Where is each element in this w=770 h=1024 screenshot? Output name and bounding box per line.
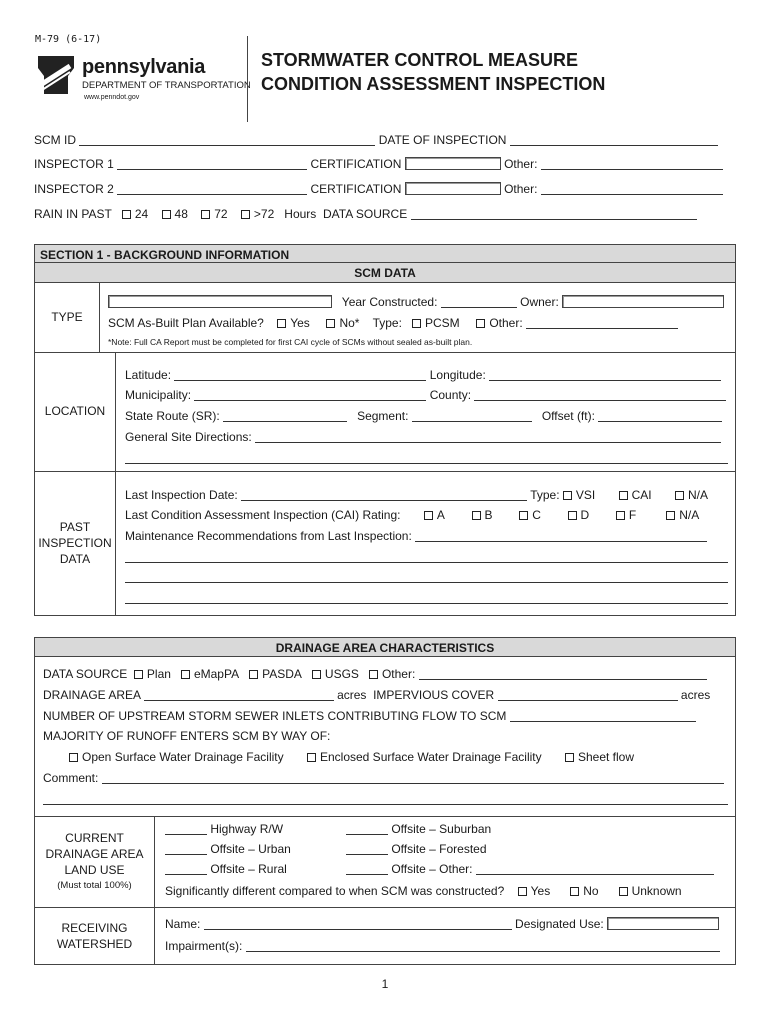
different-yes-label: Yes: [530, 884, 551, 898]
maint-line2[interactable]: [125, 562, 728, 563]
suburban-label: Offsite – Suburban: [391, 822, 492, 836]
source-plan-checkbox[interactable]: [134, 670, 143, 679]
watershed-name-input[interactable]: [204, 917, 512, 930]
past-label-1: PAST: [59, 520, 91, 534]
keystone-logo: [36, 54, 76, 99]
designated-use-label: Designated Use:: [515, 917, 604, 931]
offset-label: Offset (ft):: [541, 409, 595, 423]
rural-label: Offsite – Rural: [210, 862, 287, 876]
date-label: DATE OF INSPECTION: [378, 133, 507, 147]
brand-name: pennsylvania: [82, 56, 206, 78]
county-input[interactable]: [474, 388, 726, 401]
different-label: Significantly different compared to when SCM was constructed?: [165, 884, 505, 898]
latitude-label: Latitude:: [125, 368, 172, 382]
source-other-checkbox[interactable]: [369, 670, 378, 679]
rain-48-label: 48: [174, 207, 188, 221]
page-number: 1: [381, 977, 389, 991]
forested-label: Offsite – Forested: [391, 842, 487, 856]
cai-rating-row: [125, 508, 699, 522]
landuse-divider: [154, 816, 155, 964]
ways-row: [69, 750, 634, 764]
pcsm-checkbox[interactable]: [412, 319, 421, 328]
certification2-label: CERTIFICATION: [310, 182, 402, 196]
rating-d-label: D: [580, 508, 590, 522]
different-row: [165, 884, 682, 898]
scm-type-select[interactable]: [108, 295, 332, 308]
designated-use-select[interactable]: [607, 917, 719, 930]
directions-row: [125, 430, 721, 444]
offsite-other-pct-input[interactable]: [346, 862, 388, 875]
brand-dept: DEPARTMENT OF TRANSPORTATION: [82, 80, 251, 91]
offsite-other-label: Offsite – Other:: [391, 862, 473, 876]
offset-input[interactable]: [598, 409, 722, 422]
type-vsi-label: VSI: [575, 488, 596, 502]
different-no-label: No: [583, 884, 599, 898]
asbuilt-label: SCM As-Built Plan Available?: [108, 316, 264, 330]
rating-c-label: C: [532, 508, 541, 522]
last-date-row: [125, 488, 708, 502]
date-input[interactable]: [510, 133, 718, 146]
urban-label: Offsite – Urban: [210, 842, 291, 856]
impervious-label: IMPERVIOUS COVER: [373, 688, 495, 702]
urban-input[interactable]: [165, 842, 207, 855]
other2-input[interactable]: [541, 182, 723, 195]
last-date-input[interactable]: [241, 488, 527, 501]
source-usgs-label: USGS: [324, 667, 359, 681]
landuse-bottom-line: [35, 907, 735, 908]
impervious-unit: acres: [680, 688, 711, 702]
longitude-label: Longitude:: [429, 368, 486, 382]
scm-id-row: [34, 133, 718, 147]
sr-row: [125, 409, 722, 423]
cai-rating-label: Last Condition Assessment Inspection (CAI) Rating:: [125, 508, 401, 522]
directions-input[interactable]: [255, 430, 721, 443]
segment-input[interactable]: [412, 409, 532, 422]
watershed-name-row: [165, 917, 719, 931]
highway-input[interactable]: [165, 822, 207, 835]
county-label: County:: [429, 388, 472, 402]
offsite-other-row: [346, 862, 714, 876]
year-input[interactable]: [441, 295, 517, 308]
impairment-label: Impairment(s):: [165, 939, 243, 953]
plan-other-input[interactable]: [526, 316, 678, 329]
inspector2-row: [34, 182, 723, 196]
forested-input[interactable]: [346, 842, 388, 855]
landuse-label: [35, 830, 154, 894]
asbuilt-note: *Note: Full CA Report must be completed for first CAI cycle of SCMs without sealed as-built plan.: [108, 337, 473, 347]
form-code: M-79 (6-17): [35, 34, 102, 45]
source-pasda-label: PASDA: [262, 667, 302, 681]
rain-label: RAIN IN PAST: [34, 207, 112, 221]
rating-f-label: F: [628, 508, 637, 522]
rain-row: [34, 207, 697, 221]
way-sheet-label: Sheet flow: [577, 750, 635, 764]
source-pasda-checkbox[interactable]: [249, 670, 258, 679]
comment-bottom-line: [35, 816, 735, 817]
rating-b-checkbox[interactable]: [472, 511, 481, 520]
asbuilt-no-checkbox[interactable]: [326, 319, 335, 328]
other1-input[interactable]: [541, 157, 723, 170]
maint-row: [125, 529, 707, 543]
other2-label: Other:: [504, 182, 538, 196]
rain-72-label: 72: [214, 207, 228, 221]
inspector1-input[interactable]: [117, 157, 307, 170]
landuse-label-4: (Must total 100%): [57, 880, 132, 891]
offsite-other-input[interactable]: [476, 862, 714, 875]
impairment-row: [165, 939, 720, 953]
rain-24-label: 24: [134, 207, 149, 221]
forested-row: [346, 842, 487, 856]
different-unknown-checkbox[interactable]: [619, 887, 628, 896]
type-cai-label: CAI: [631, 488, 652, 502]
plan-other-label: Other:: [489, 316, 523, 330]
maint-label: Maintenance Recommendations from Last Inspection:: [125, 529, 412, 543]
location-label: LOCATION: [44, 404, 106, 418]
type-row1: [108, 295, 724, 309]
source-other-input[interactable]: [419, 667, 707, 680]
header-divider: [247, 36, 248, 122]
certification2-select[interactable]: [405, 182, 501, 195]
way-open-checkbox[interactable]: [69, 753, 78, 762]
way-enclosed-label: Enclosed Surface Water Drainage Facility: [319, 750, 542, 764]
location-bottom-line: [35, 471, 735, 472]
rating-na-label: N/A: [679, 508, 700, 522]
landuse-label-3: LAND USE: [64, 863, 125, 877]
scm-id-label: SCM ID: [34, 133, 76, 147]
directions-label: General Site Directions:: [125, 430, 252, 444]
plan-other-checkbox[interactable]: [476, 319, 485, 328]
type-vsi-checkbox[interactable]: [563, 491, 572, 500]
source-emappa-checkbox[interactable]: [181, 670, 190, 679]
inspector1-row: [34, 157, 723, 171]
comment-line2[interactable]: [43, 804, 728, 805]
scm-id-input[interactable]: [79, 133, 375, 146]
data-source-label: DATA SOURCE: [322, 207, 408, 221]
state-route-label: State Route (SR):: [125, 409, 220, 423]
certification1-label: CERTIFICATION: [310, 157, 402, 171]
rating-na-checkbox[interactable]: [666, 511, 675, 520]
source-usgs-checkbox[interactable]: [312, 670, 321, 679]
inlets-input[interactable]: [510, 709, 696, 722]
state-route-input[interactable]: [223, 409, 347, 422]
comment-input[interactable]: [102, 771, 724, 784]
rating-a-label: A: [436, 508, 445, 522]
title-line1: STORMWATER CONTROL MEASURE: [261, 50, 579, 70]
inspector2-input[interactable]: [117, 182, 307, 195]
past-divider: [115, 471, 116, 615]
source-other-label: Other:: [381, 667, 416, 681]
rural-row: [165, 862, 287, 876]
majority-label: MAJORITY OF RUNOFF ENTERS SCM BY WAY OF:: [43, 729, 331, 743]
type-divider: [99, 283, 100, 352]
landuse-label-2: DRAINAGE AREA: [45, 847, 144, 861]
certification1-select[interactable]: [405, 157, 501, 170]
rating-c-checkbox[interactable]: [519, 511, 528, 520]
rating-a-checkbox[interactable]: [424, 511, 433, 520]
year-label: Year Constructed:: [341, 295, 438, 309]
plan-type-label: Type:: [372, 316, 402, 330]
receiving-label: [35, 920, 154, 952]
type-na-checkbox[interactable]: [675, 491, 684, 500]
rain-48-checkbox[interactable]: [162, 210, 171, 219]
receiving-label-2: WATERSHED: [56, 937, 133, 951]
different-yes-checkbox[interactable]: [518, 887, 527, 896]
past-label-2: INSPECTION: [38, 536, 112, 550]
maint-line3[interactable]: [125, 582, 728, 583]
maint-line4[interactable]: [125, 603, 728, 604]
latitude-input[interactable]: [174, 368, 426, 381]
highway-label: Highway R/W: [210, 822, 284, 836]
rating-d-checkbox[interactable]: [568, 511, 577, 520]
rating-f-checkbox[interactable]: [616, 511, 625, 520]
asbuilt-no-label: No*: [339, 316, 360, 330]
comment-label: Comment:: [43, 771, 99, 785]
rating-b-label: B: [484, 508, 493, 522]
drainage-area-label: DRAINAGE AREA: [43, 688, 141, 702]
impervious-input[interactable]: [498, 688, 678, 701]
owner-select[interactable]: [562, 295, 724, 308]
highway-row: [165, 822, 283, 836]
maint-input[interactable]: [415, 529, 707, 542]
rain-24-checkbox[interactable]: [122, 210, 131, 219]
type-row2: [108, 316, 678, 330]
section1-title: SECTION 1 - BACKGROUND INFORMATION: [40, 248, 290, 262]
asbuilt-yes-label: Yes: [290, 316, 310, 330]
rural-input[interactable]: [165, 862, 207, 875]
inlets-label: NUMBER OF UPSTREAM STORM SEWER INLETS CONTRIBUTING FLOW TO SCM: [43, 709, 507, 723]
last-date-label: Last Inspection Date:: [125, 488, 238, 502]
type-cai-checkbox[interactable]: [619, 491, 628, 500]
municipality-label: Municipality:: [125, 388, 192, 402]
type-na-label: N/A: [687, 488, 708, 502]
suburban-input[interactable]: [346, 822, 388, 835]
other1-label: Other:: [504, 157, 538, 171]
landuse-label-1: CURRENT: [65, 831, 124, 845]
inspector2-label: INSPECTOR 2: [34, 182, 114, 196]
inlets-row: [43, 709, 696, 723]
owner-label: Owner:: [520, 295, 559, 309]
title-line2: CONDITION ASSESSMENT INSPECTION: [261, 74, 606, 94]
source-emappa-label: eMapPA: [193, 667, 240, 681]
watershed-name-label: Name:: [165, 917, 201, 931]
drainage-area-input[interactable]: [144, 688, 334, 701]
lat-row: [125, 368, 721, 382]
drainage-source-label: DATA SOURCE: [43, 667, 128, 681]
past-label: [35, 519, 115, 567]
municipality-input[interactable]: [194, 388, 426, 401]
drainage-area-unit: acres: [337, 688, 367, 702]
type-bottom-line: [35, 352, 735, 353]
inspector1-label: INSPECTOR 1: [34, 157, 114, 171]
drainage-title: DRAINAGE AREA CHARACTERISTICS: [275, 641, 495, 655]
impairment-input[interactable]: [246, 939, 720, 952]
segment-label: Segment:: [357, 409, 409, 423]
past-label-3: DATA: [59, 552, 91, 566]
way-sheet-checkbox[interactable]: [565, 753, 574, 762]
scm-data-title: SCM DATA: [354, 266, 416, 280]
comment-row: [43, 771, 724, 785]
hours-label: Hours: [284, 207, 317, 221]
pcsm-label: PCSM: [424, 316, 460, 330]
location-divider: [115, 352, 116, 471]
rain-gt72-label: >72: [253, 207, 275, 221]
rain-gt72-checkbox[interactable]: [241, 210, 250, 219]
rain-72-checkbox[interactable]: [201, 210, 210, 219]
drainage-frame: [34, 637, 736, 965]
way-open-label: Open Surface Water Drainage Facility: [82, 750, 284, 764]
source-plan-label: Plan: [146, 667, 171, 681]
directions-line2[interactable]: [125, 463, 728, 464]
data-source-input[interactable]: [411, 207, 697, 220]
receiving-label-1: RECEIVING: [61, 921, 128, 935]
different-unknown-label: Unknown: [631, 884, 682, 898]
suburban-row: [346, 822, 491, 836]
urban-row: [165, 842, 291, 856]
area-row: [43, 688, 710, 702]
type-label: TYPE: [51, 310, 83, 324]
muni-row: [125, 388, 726, 402]
longitude-input[interactable]: [489, 368, 721, 381]
way-enclosed-checkbox[interactable]: [307, 753, 316, 762]
past-type-label: Type:: [530, 488, 560, 502]
asbuilt-yes-checkbox[interactable]: [277, 319, 286, 328]
drainage-source-row: [43, 667, 707, 681]
different-no-checkbox[interactable]: [570, 887, 579, 896]
brand-url: www.penndot.gov: [84, 94, 140, 101]
